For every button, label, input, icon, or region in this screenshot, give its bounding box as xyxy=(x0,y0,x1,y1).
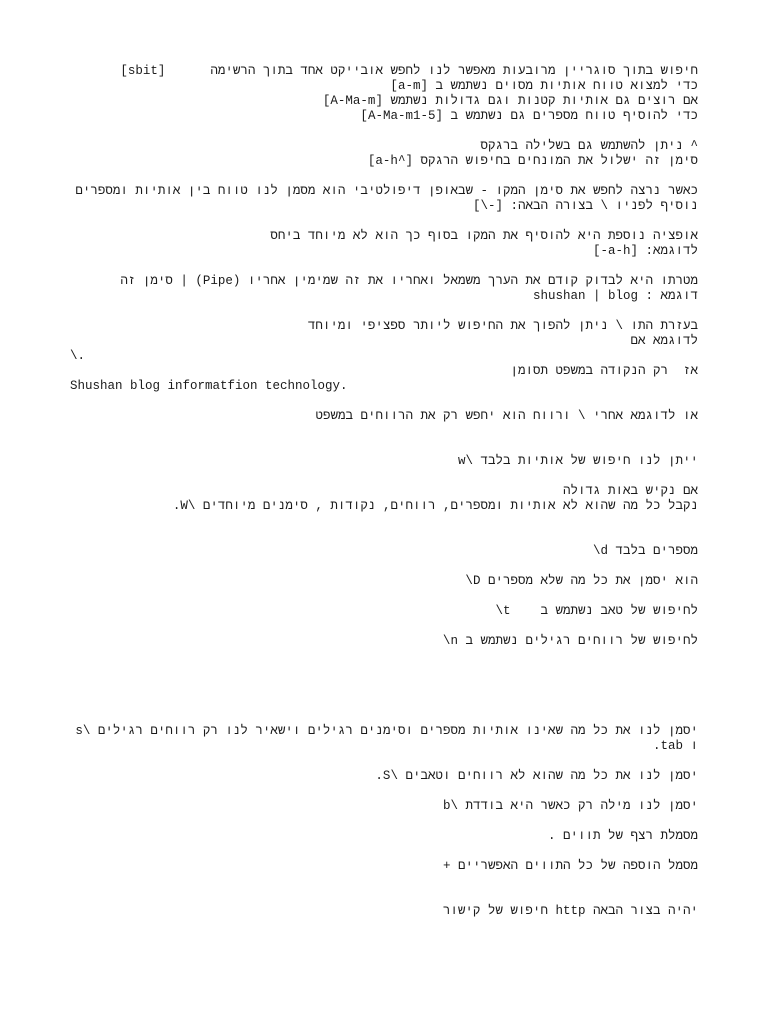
document-page xyxy=(70,64,698,919)
paragraph-word-boundary xyxy=(70,799,698,814)
text-line: לדוגמא אם xyxy=(630,334,698,348)
paragraph-backslash-escape xyxy=(70,319,698,394)
text-line: או לדוגמא אחרי \ ורווח הוא יחפש רק את הרווחים במשפט xyxy=(315,409,698,423)
text-line: לדוגמא: [a-h-] xyxy=(592,244,698,258)
paragraph-dot xyxy=(70,829,698,844)
paragraph-non-whitespace xyxy=(70,769,698,784)
text-line: נקבל כל מה שהוא לא אותיות ומספרים, רווחים, נקודות , סימנים מיוחדים \W. xyxy=(172,499,698,513)
paragraph-space-search xyxy=(70,409,698,424)
paragraph-tab xyxy=(70,604,698,619)
paragraph-newline xyxy=(70,634,698,649)
text-line: מספרים בלבד d\ xyxy=(592,544,698,558)
text-line: יסמן לנו את כל מה שהוא לא רווחים וטאבים \S. xyxy=(375,769,698,783)
text-line: דוגמא : shushan | blog xyxy=(532,289,698,303)
paragraph-whitespace xyxy=(70,724,698,754)
text-line: אופציה נוספת היא להוסיף את המקו בסוף כך הוא לא מיוחד ביחס xyxy=(270,229,698,243)
text-line: מסמל הוספה של כל התווים האפשריים + xyxy=(442,859,698,873)
text-line: אם רוצים גם אותיות קטנות וגם גדולות נשתמש [A-Ma-m] xyxy=(322,94,698,108)
text-line: כדי להוסיף טווח מספרים גם נשתמש ב [A-Ma-m1-5] xyxy=(360,109,698,123)
text-line: לחיפוש של טאב נשתמש ב t\ xyxy=(495,604,698,618)
paragraph-http-link xyxy=(70,904,698,919)
paragraph-hyphen-escape xyxy=(70,184,698,214)
paragraph-digits xyxy=(70,544,698,559)
text-line: לחיפוש של רווחים רגילים נשתמש ב n\ xyxy=(442,634,698,648)
paragraph-bracket-search xyxy=(70,64,698,124)
paragraph-non-digits xyxy=(70,574,698,589)
text-line: הוא יסמן את כל מה שלא מספרים D\ xyxy=(465,574,698,588)
paragraph-word-chars xyxy=(70,454,698,469)
text-line: מטרתו היא לבדוק קודם את הערך משמאל ואחריו את זה שמימין אחריו (Pipe) | סימן זה xyxy=(120,274,698,288)
text-line: אז רק הנקודה במשפט תסומן xyxy=(510,364,698,378)
text-line: כאשר נרצה לחפש את סימן המקו - שבאופן דיפולטיבי הוא מסמן לנו טווח בין אותיות ומספרים xyxy=(75,184,698,198)
text-line: יהיה בצור הבאה http חיפוש של קישור xyxy=(442,904,698,918)
text-line: כדי למצוא טווח אותיות מסוים נשתמש ב [a-m] xyxy=(390,79,698,93)
text-line: Shushan blog informatfion technology. xyxy=(70,379,348,393)
text-line: נוסיף לפניו \ בצורה הבאה: [-\] xyxy=(472,199,698,213)
text-line: בעזרת התו \ ניתן להפוך את החיפוש ליותר ספציפי ומיוחד xyxy=(307,319,698,333)
paragraph-negation xyxy=(70,139,698,169)
paragraph-pipe xyxy=(70,274,698,304)
text-line: ו tab. xyxy=(652,739,698,753)
text-line: מסמלת רצף של תווים . xyxy=(547,829,698,843)
text-line: ^ ניתן להשתמש גם בשלילה ברגקס xyxy=(480,139,698,153)
text-line: סימן זה ישלול את המונחים בחיפוש הרגקס [^a-h] xyxy=(367,154,698,168)
text-line: אם נקיש באות גדולה xyxy=(562,484,698,498)
paragraph-hyphen-end xyxy=(70,229,698,259)
paragraph-non-word-chars xyxy=(70,484,698,514)
text-line: יסמן לנו את כל מה שאינו אותיות מספרים וסימנים רגילים וישאיר לנו רק רווחים רגילים \s xyxy=(75,724,698,738)
text-line: ייתן לנו חיפוש של אותיות בלבד \w xyxy=(457,454,698,468)
paragraph-plus xyxy=(70,859,698,874)
text-line: יסמן לנו מילה רק כאשר היא בודדת \b xyxy=(442,799,698,813)
text-line: חיפוש בתוך סוגריין מרובעות מאפשר לנו לחפש אובייקט אחד בתוך הרשימה [sbit] xyxy=(120,64,698,78)
text-line: \. xyxy=(70,349,86,363)
